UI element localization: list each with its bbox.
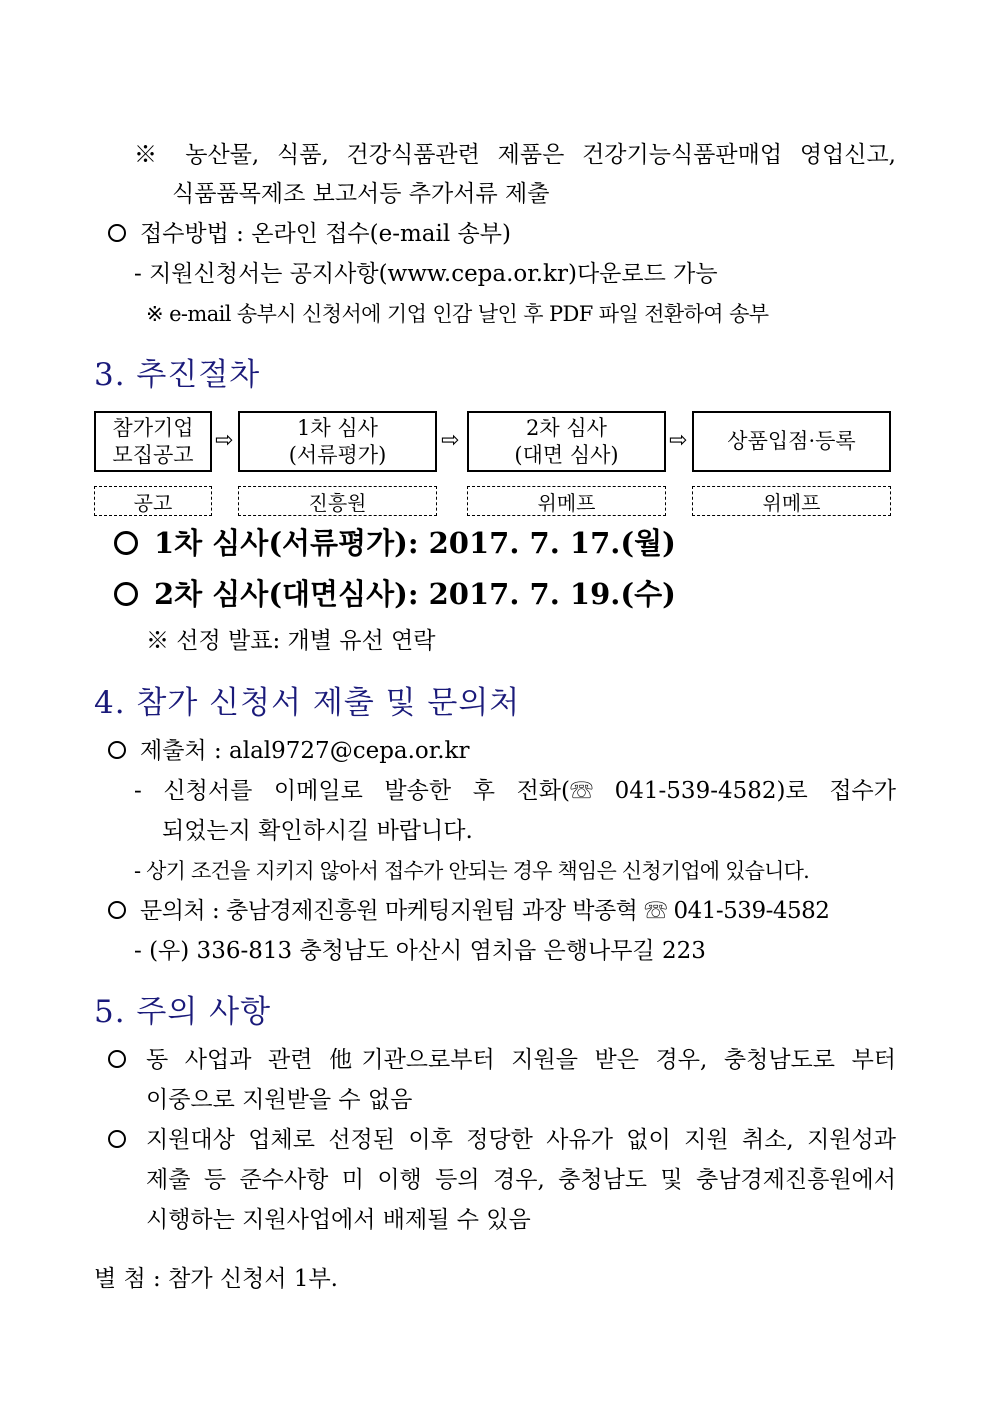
arrow-right-icon: ⇨ (215, 428, 234, 453)
submit-responsibility: - 상기 조건을 지키지 않아서 접수가 안되는 경우 책임은 신청기업에 있습니다. (134, 859, 809, 883)
section-5-title: 5. 주의 사항 (94, 994, 272, 1030)
caution-item-2-line1: 지원대상 업체로 선정된 이후 정당한 사유가 없이 지원 취소, 지원성과 (146, 1127, 896, 1153)
note-product-requirements-line2: 식품품목제조 보고서등 추가서류 제출 (172, 181, 550, 207)
process-step-1-line2: 모집공고 (112, 442, 194, 467)
review-2-schedule (114, 576, 676, 612)
process-step-2 (238, 411, 437, 472)
caution-item-2-line3: 시행하는 지원사업에서 배제될 수 있음 (146, 1207, 531, 1233)
note-product-requirements-line1: ※ 농산물, 식품, 건강식품관련 제품은 건강기능식품판매업 영업신고, (134, 142, 896, 168)
process-step-1-line1: 참가기업 (112, 415, 194, 440)
process-step-3-line1: 2차 심사 (526, 415, 607, 440)
circle-bullet-icon (108, 901, 126, 919)
selection-announcement: ※ 선정 발표: 개별 유선 연락 (146, 628, 436, 654)
circle-bullet-icon (114, 582, 138, 606)
section-3-title: 3. 추진절차 (94, 357, 261, 393)
process-step-4 (692, 411, 891, 472)
attachment-note: 별 첨 : 참가 신청서 1부. (94, 1266, 338, 1292)
submission-method (108, 219, 511, 249)
submission-method-note: ※ e-mail 송부시 신청서에 기업 인감 날인 후 PDF 파일 전환하여 송부 (146, 302, 769, 326)
caution-item-1-line1: 동 사업과 관련 他기관으로부터 지원을 받은 경우, 충청남도로 부터 (146, 1047, 896, 1073)
caution-item-1-line2: 이중으로 지원받을 수 없음 (146, 1087, 413, 1113)
submit-instruction-line2: 되었는지 확인하시길 바랍니다. (162, 818, 473, 844)
process-step-3-owner: 위메프 (467, 486, 666, 516)
submission-method-download: - 지원신청서는 공지사항(www.cepa.or.kr)다운로드 가능 (134, 261, 718, 287)
contact-address: - (우) 336-813 충청남도 아산시 염치읍 은행나무길 223 (134, 938, 706, 964)
submit-address-text: 제출처 : alal9727@cepa.or.kr (140, 738, 470, 764)
process-step-4-line1: 상품입점·등록 (727, 429, 856, 453)
caution-item-1 (108, 1045, 140, 1075)
review-1-schedule (114, 525, 676, 561)
review-1-text: 1차 심사(서류평가): 2017. 7. 17.(월) (154, 526, 676, 560)
process-step-3-line2: (대면 심사) (514, 442, 619, 467)
process-step-1-owner: 공고 (94, 486, 212, 516)
process-step-3 (467, 411, 666, 472)
process-step-2-owner: 진흥원 (238, 486, 437, 516)
contact-info-text: 문의처 : 충남경제진흥원 마케팅지원팀 과장 박종혁 ☏ 041-539-4582 (140, 898, 830, 924)
contact-info (108, 896, 829, 926)
submit-address (108, 736, 470, 766)
review-2-text: 2차 심사(대면심사): 2017. 7. 19.(수) (154, 577, 676, 611)
process-step-4-owner: 위메프 (692, 486, 891, 516)
caution-item-2 (108, 1125, 140, 1155)
submission-method-text: 접수방법 : 온라인 접수(e-mail 송부) (140, 221, 511, 247)
arrow-right-icon: ⇨ (669, 428, 688, 453)
circle-bullet-icon (108, 1050, 126, 1068)
circle-bullet-icon (108, 1130, 126, 1148)
caution-item-2-line2: 제출 등 준수사항 미 이행 등의 경우, 충청남도 및 충남경제진흥원에서 (146, 1167, 896, 1193)
arrow-right-icon: ⇨ (441, 428, 460, 453)
circle-bullet-icon (108, 741, 126, 759)
circle-bullet-icon (114, 531, 138, 555)
process-step-2-line2: (서류평가) (288, 442, 387, 467)
process-step-1 (94, 411, 212, 472)
section-4-title: 4. 참가 신청서 제출 및 문의처 (94, 685, 521, 721)
circle-bullet-icon (108, 224, 126, 242)
submit-instruction-line1: - 신청서를 이메일로 발송한 후 전화(☏ 041-539-4582)로 접수가 (134, 778, 896, 804)
process-step-2-line1: 1차 심사 (297, 415, 378, 440)
